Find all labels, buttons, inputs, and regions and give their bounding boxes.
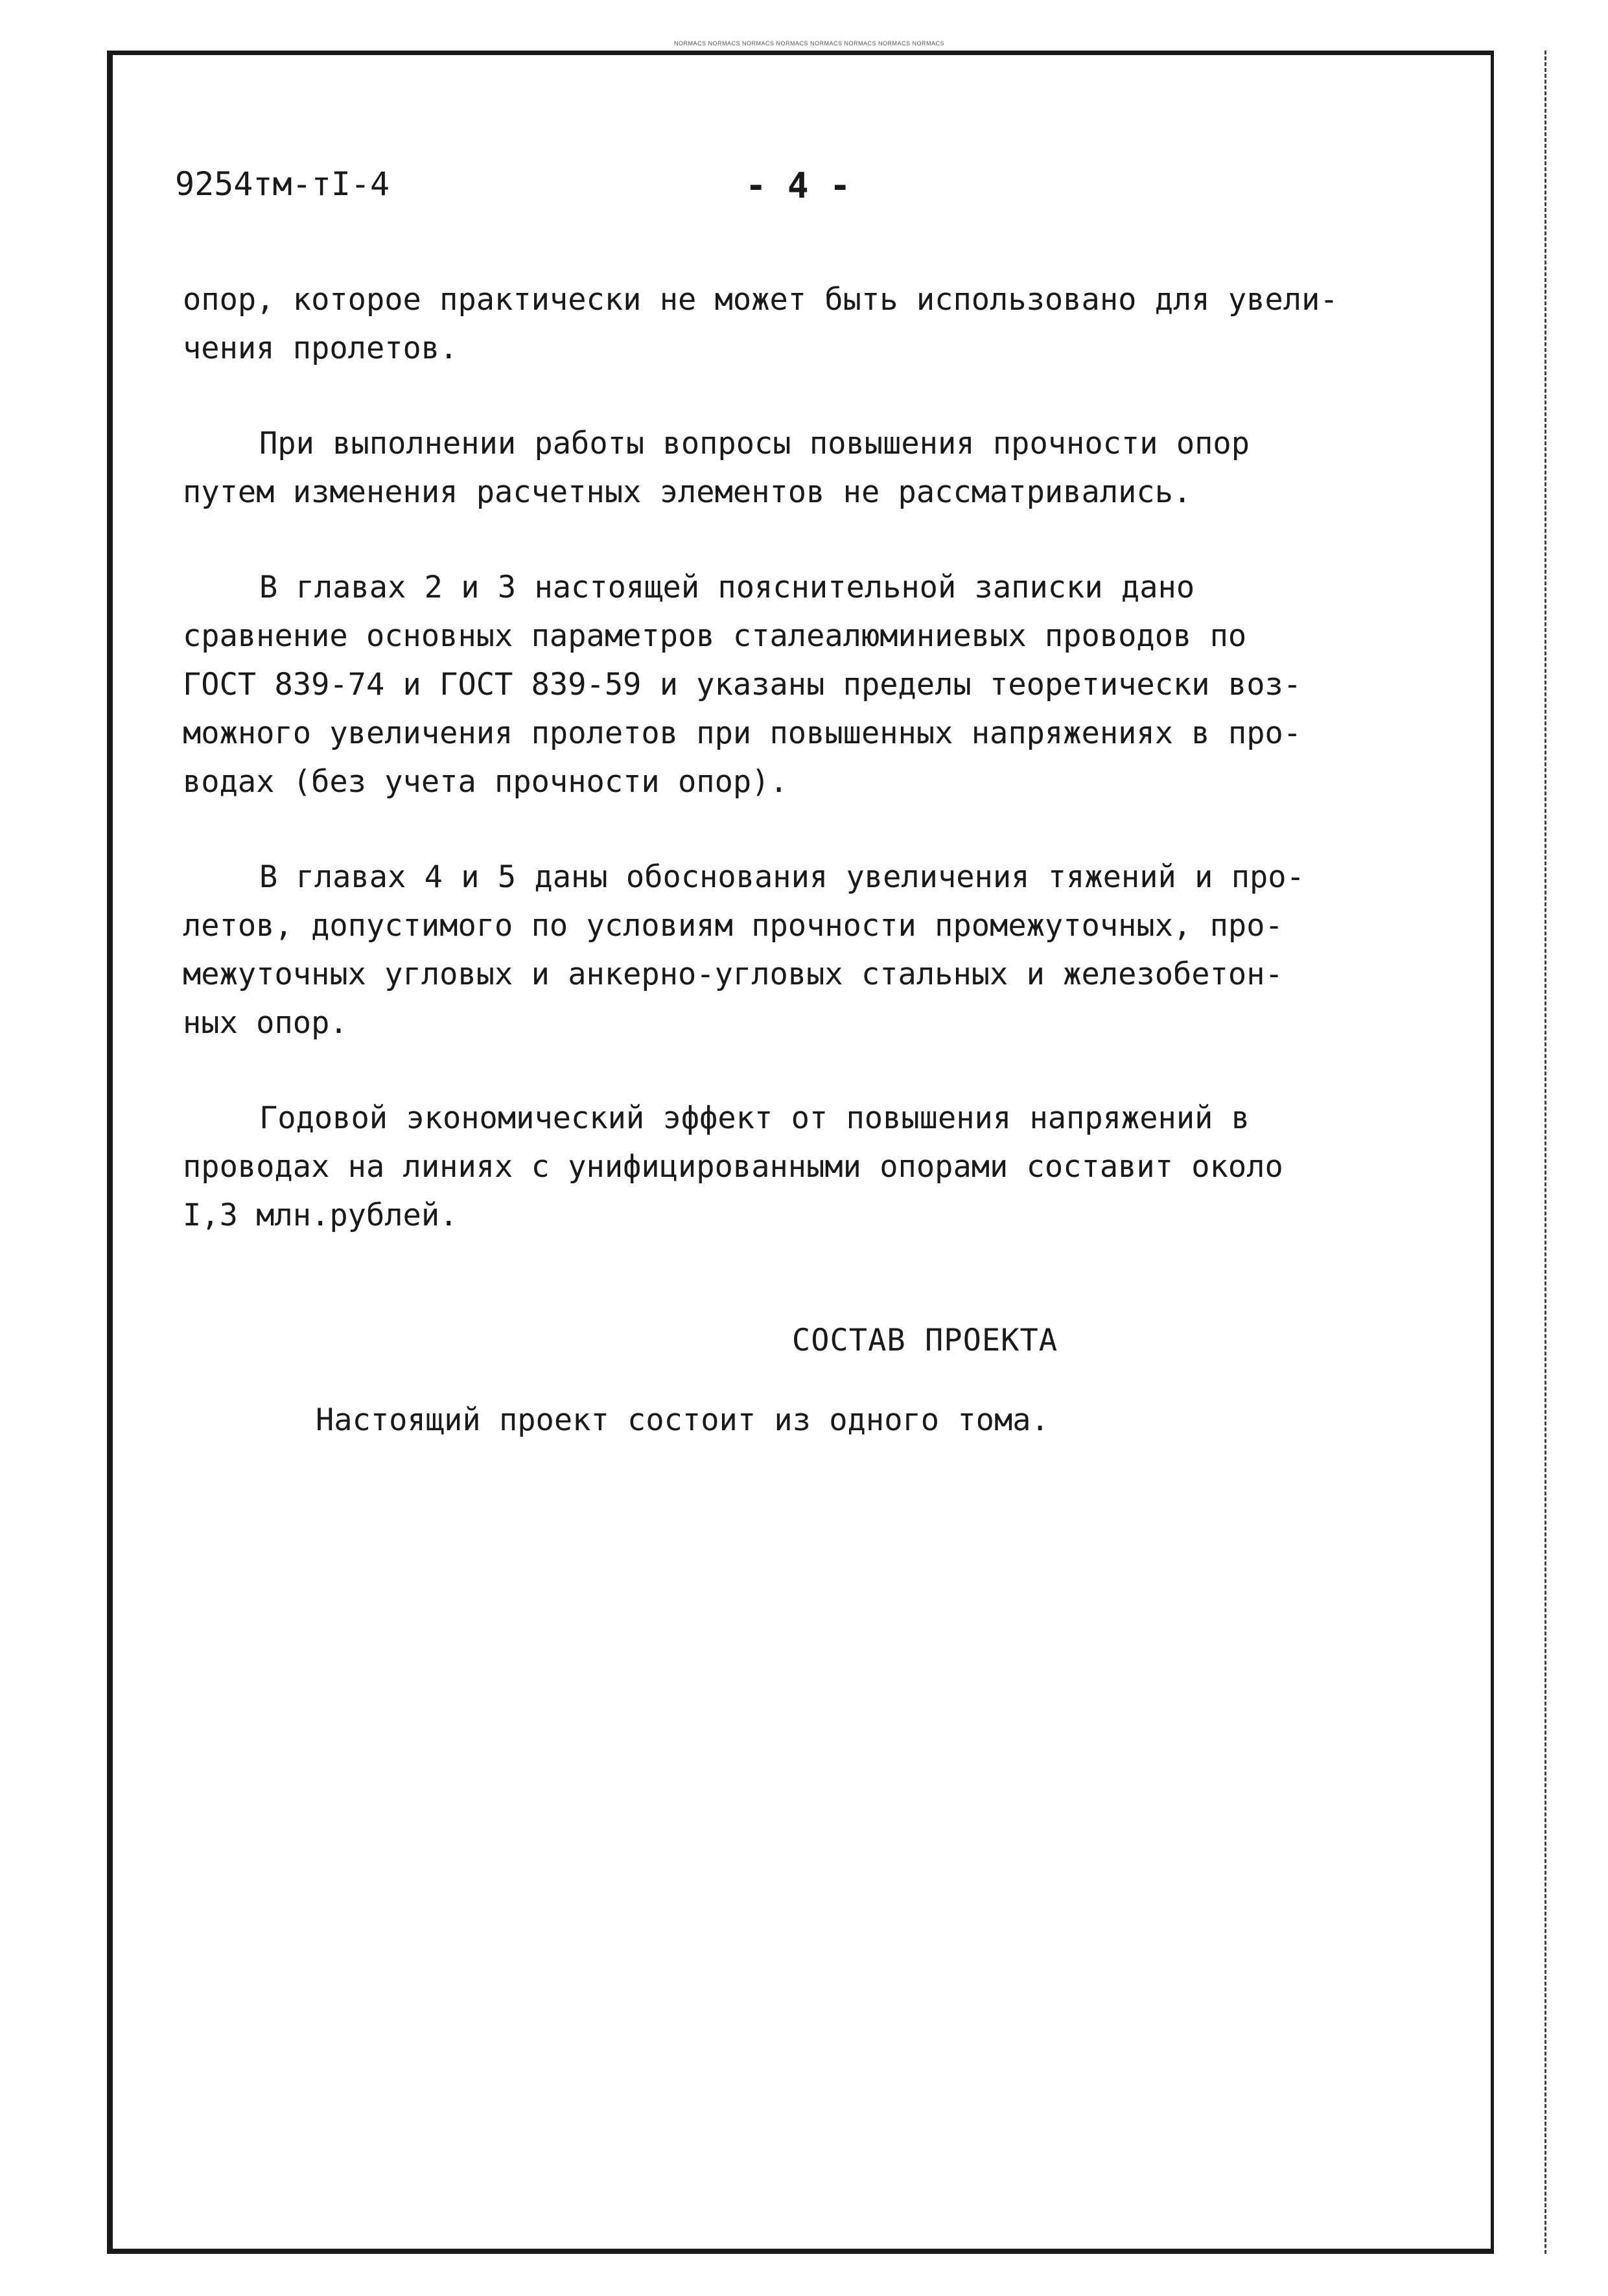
paragraph-chapters-4-5: В главах 4 и 5 даны обоснования увеличения тяжений и про- летов, допустимого по условиям прочности промежуточных, про- межуточных угловых и анкерно-угловых стальных и железобетон- ных опор. <box>183 859 1305 1041</box>
composition-text: Настоящий проект состоит из одного тома. <box>316 1402 1049 1438</box>
paragraph-strength: При выполнении работы вопросы повышения прочности опор путем изменения расчетных элементов не рассматривались. <box>183 426 1250 510</box>
paragraph-economic-effect: Годовой экономический эффект от повышения напряжений в проводах на линиях с унифицированными опорами составит около I,3 млн.рублей. <box>183 1100 1283 1233</box>
section-title: СОСТАВ ПРОЕКТА <box>791 1323 1058 1358</box>
page-number: - 4 - <box>745 165 851 206</box>
watermark: NORMACS NORMACS NORMACS NORMACS NORMACS NORMACS NORMACS NORMACS <box>674 40 945 47</box>
paragraph-continuation: опор, которое практически не может быть использовано для увели- чения пролетов. <box>183 282 1338 366</box>
document-code: 9254тм-тI-4 <box>175 165 390 203</box>
paragraph-chapters-2-3: В главах 2 и 3 настоящей пояснительной записки дано сравнение основных параметров сталеалюминиевых проводов по ГОСТ 839-74 и ГОСТ 839-59 и указаны пределы теоретически воз- можного увеличения пролетов при повышенных напряжениях в про- водах (без учета прочности опор). <box>183 570 1302 800</box>
document-body <box>183 275 1434 1444</box>
margin-line <box>1544 51 1546 2254</box>
